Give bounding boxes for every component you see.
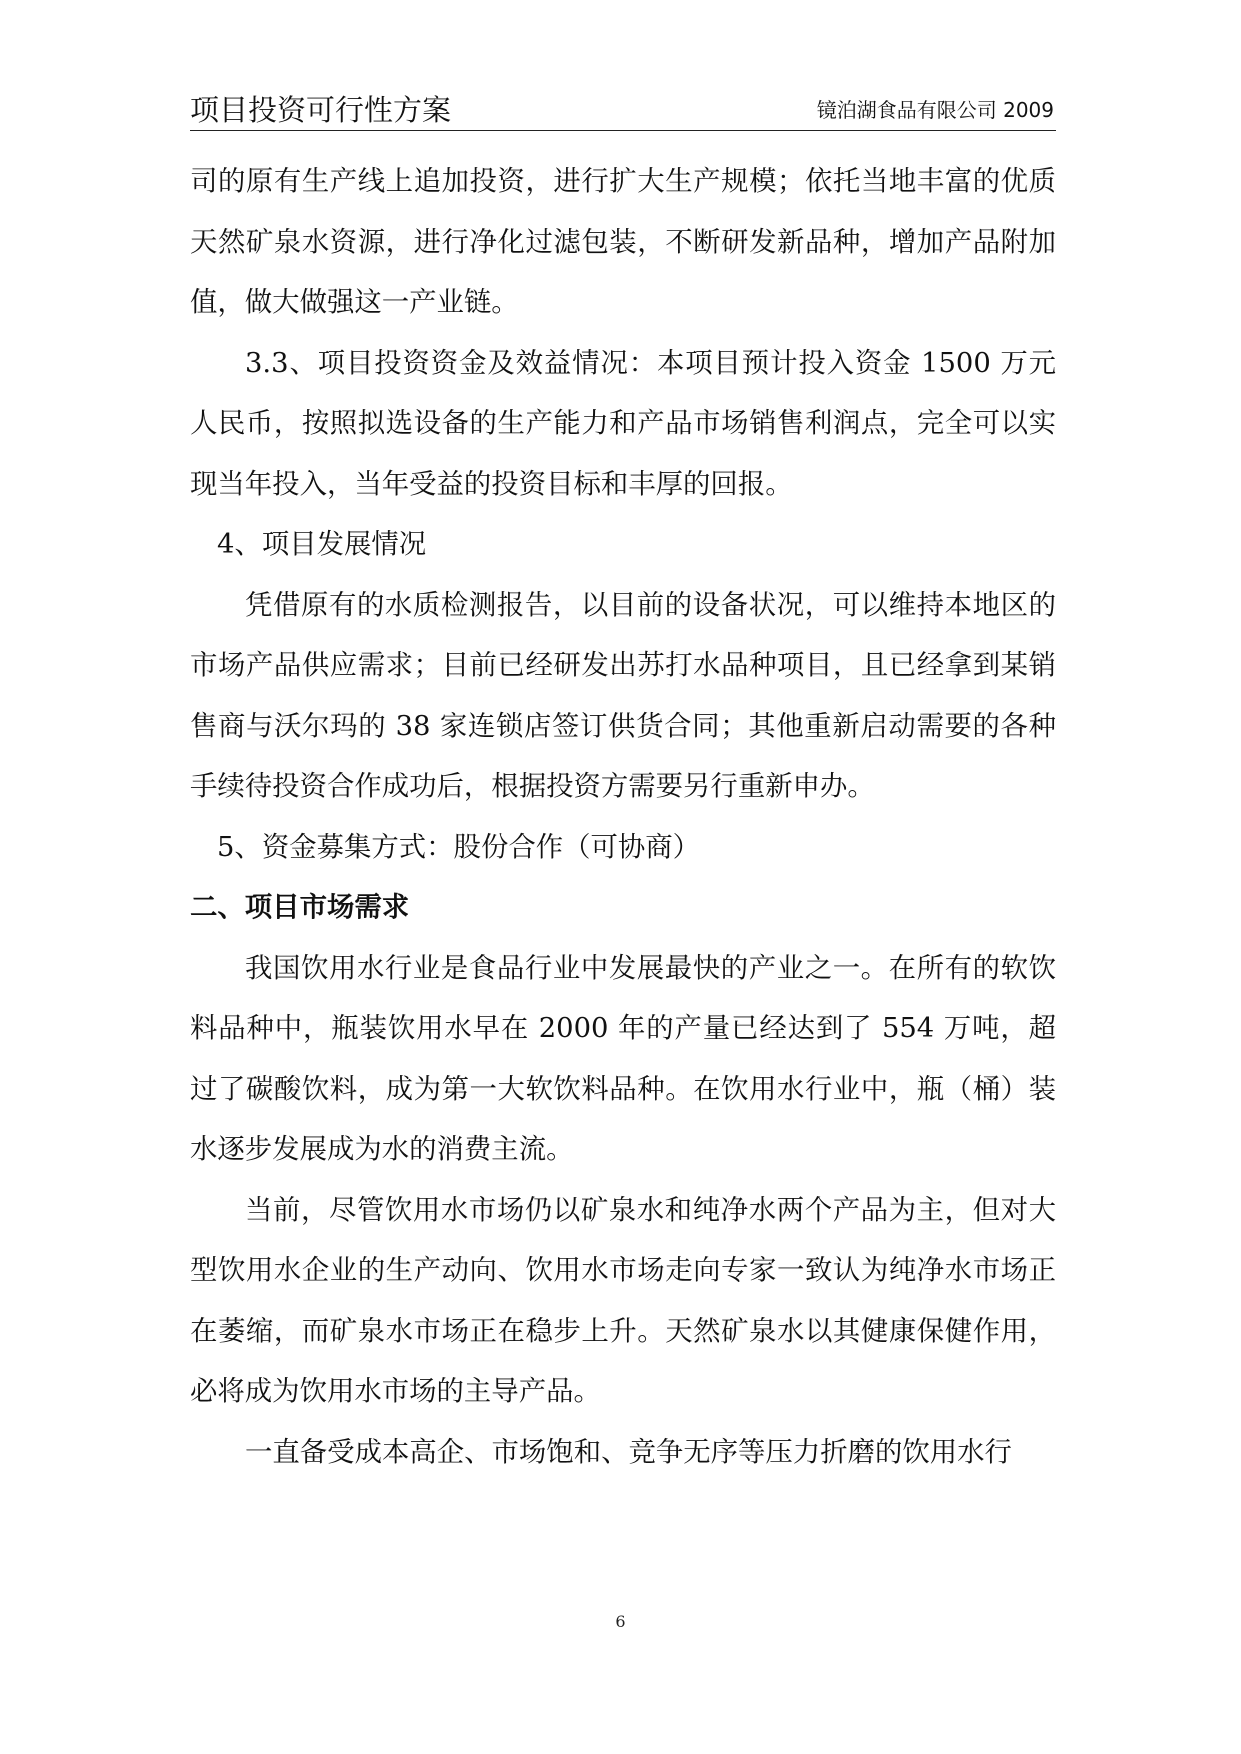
paragraph-industry-pressure: 一直备受成本高企、市场饱和、竞争无序等压力折磨的饮用水行 (245, 1436, 1012, 1468)
paragraph-industry-growth: 我国饮用水行业是食品行业中发展最快的产业之一。在所有的软饮料品种中，瓶装饮用水早在 2000 年的产量已经达到了 554 万吨，超过了碳酸饮料，成为第一大软饮料品种。在饮用水行业中，瓶（桶）装水逐步发展成为水的消费主流。 (190, 952, 1056, 1165)
section-heading-development: 4、项目发展情况 (217, 529, 427, 560)
paragraph-market-trend: 当前，尽管饮用水市场仍以矿泉水和纯净水两个产品为主，但对大型饮用水企业的生产动向、饮用水市场走向专家一致认为纯净水市场正在萎缩，而矿泉水市场正在稳步上升。天然矿泉水以其健康保健作用，必将成为饮用水市场的主导产品。 (190, 1194, 1056, 1407)
paragraph-investment-benefit: 3.3、项目投资资金及效益情况：本项目预计投入资金 1500 万元人民币，按照拟选设备的生产能力和产品市场销售利润点，完全可以实现当年投入，当年受益的投资目标和丰厚的回报。 (190, 347, 1056, 500)
company-name: 镜泊湖食品有限公司 2009 (816, 98, 1054, 122)
page-number: 6 (615, 1612, 626, 1631)
page-header (190, 84, 1056, 131)
section-heading-fundraising: 5、资金募集方式：股份合作（可协商） (217, 831, 701, 863)
paragraph-continuation: 司的原有生产线上追加投资，进行扩大生产规模；依托当地丰富的优质天然矿泉水资源，进行净化过滤包装，不断研发新品种，增加产品附加值，做大做强这一产业链。 (190, 166, 1056, 318)
document-title: 项目投资可行性方案 (190, 93, 452, 127)
document-body (190, 152, 1056, 1483)
section-heading-market-demand: 二、项目市场需求 (190, 892, 410, 923)
paragraph-development: 凭借原有的水质检测报告，以目前的设备状况，可以维持本地区的市场产品供应需求；目前已经研发出苏打水品种项目，且已经拿到某销售商与沃尔玛的 38 家连锁店签订供货合同；其他重新启动需要的各种手续待投资合作成功后，根据投资方需要另行重新申办。 (190, 589, 1056, 802)
